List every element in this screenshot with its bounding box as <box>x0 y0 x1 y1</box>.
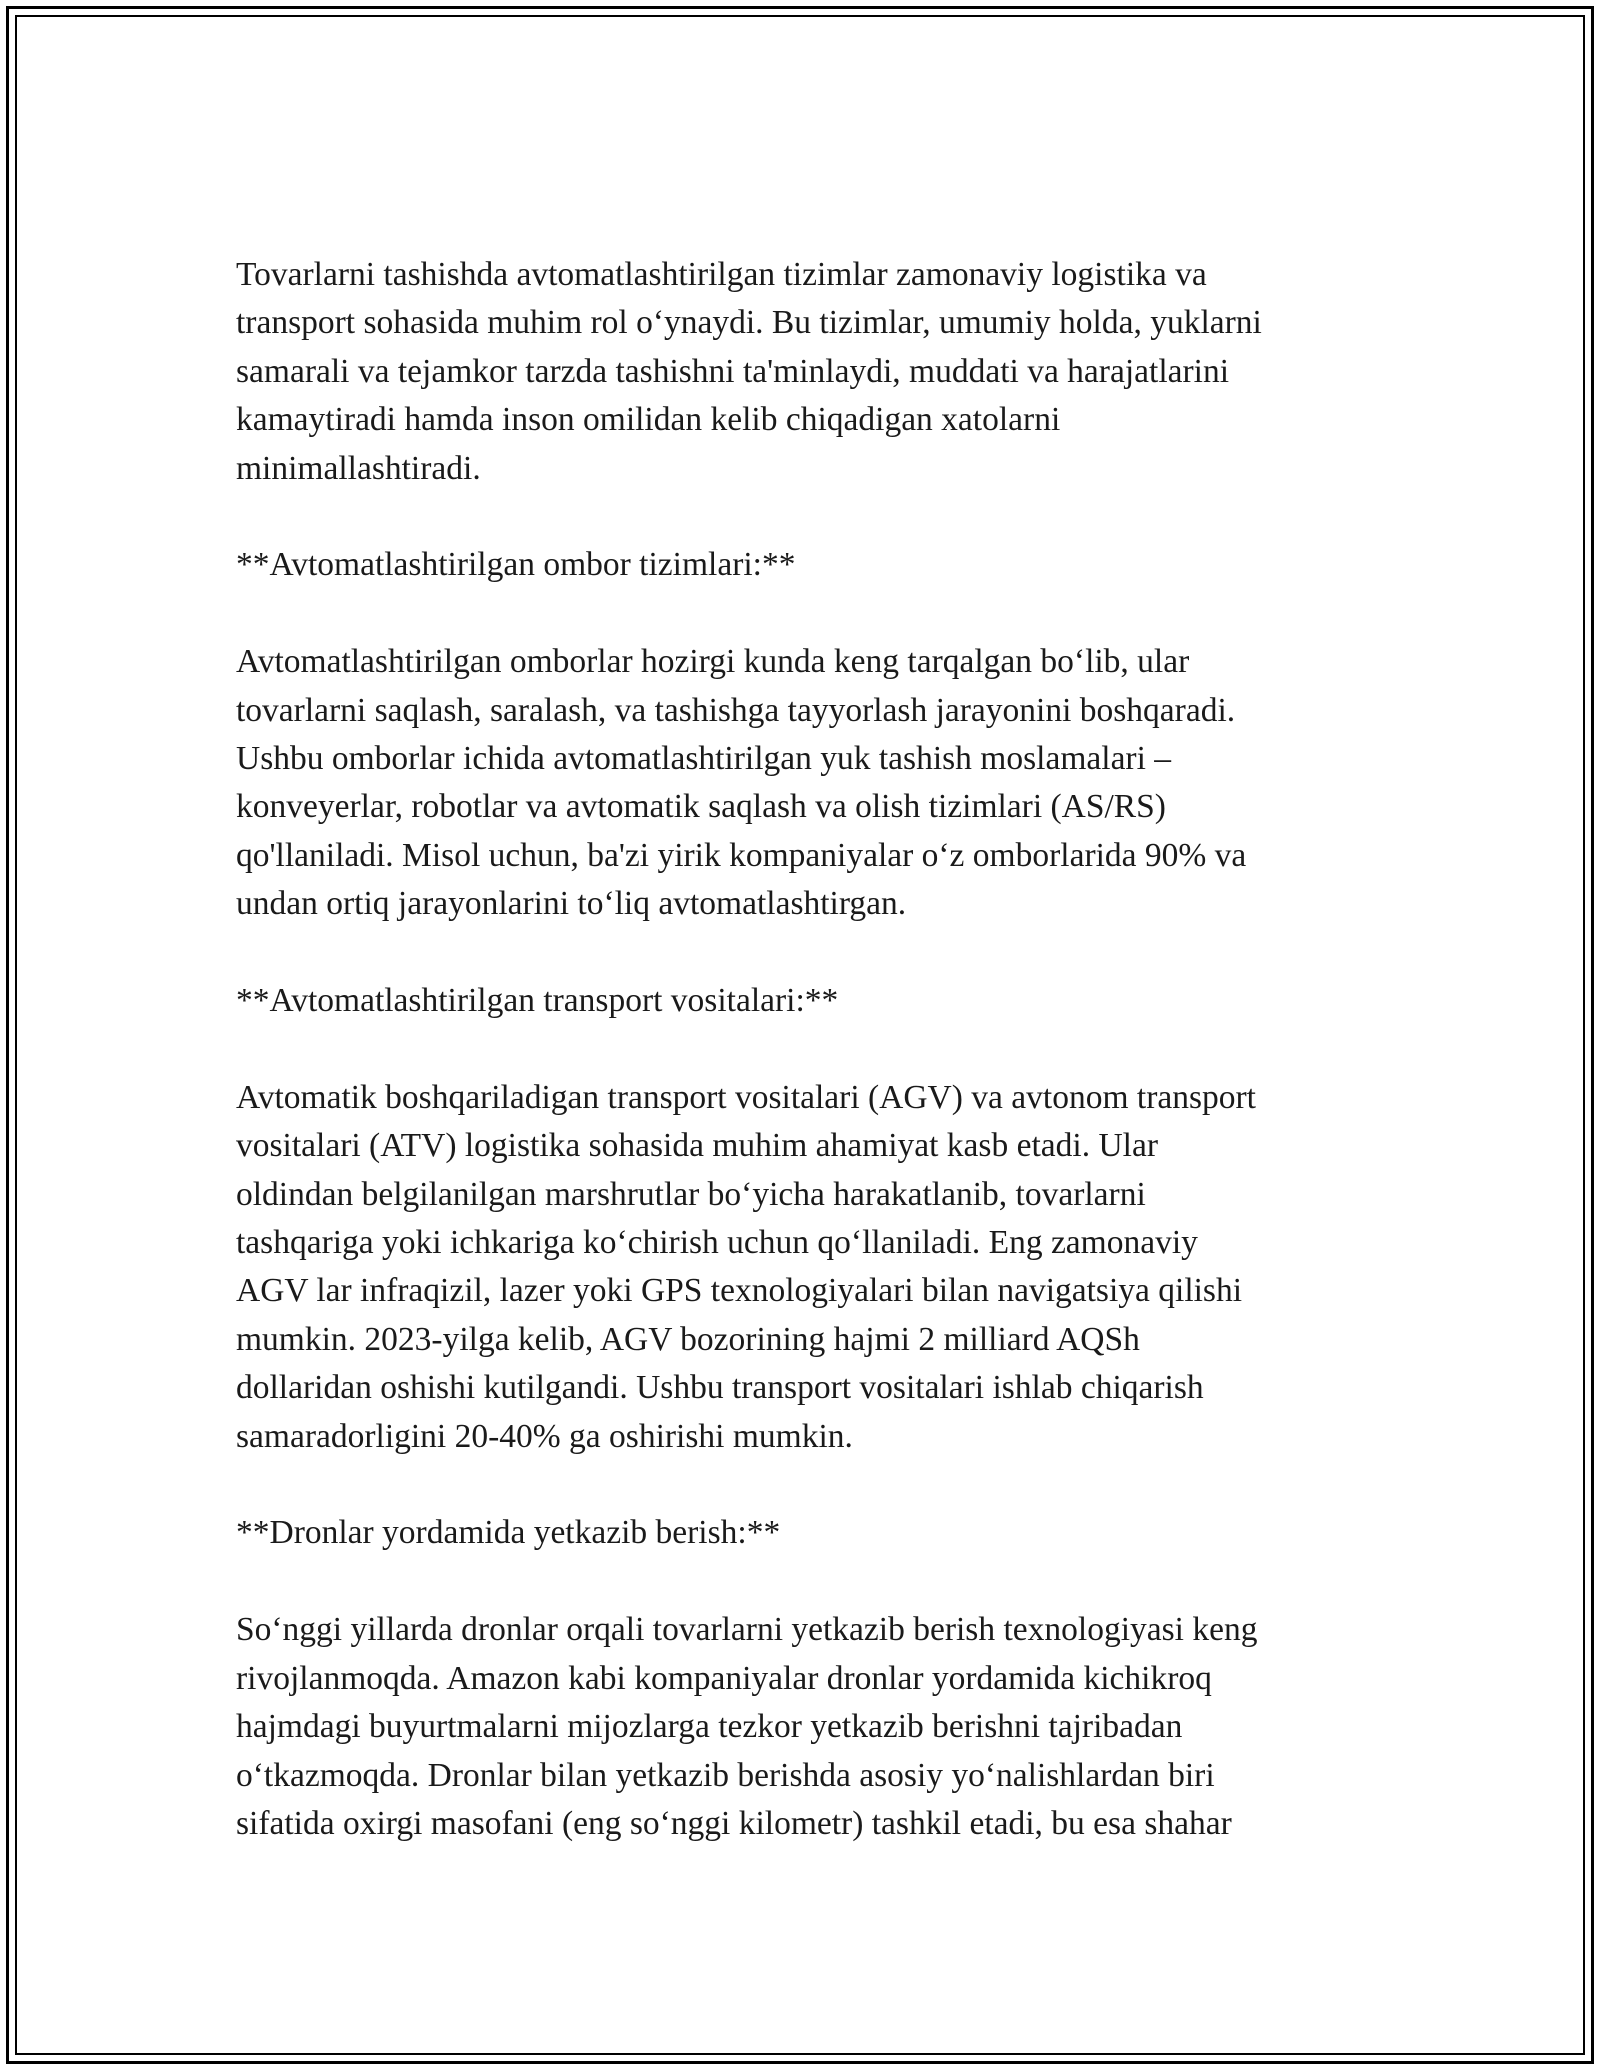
intro-paragraph: Tovarlarni tashishda avtomatlashtirilgan tizimlar zamonaviy logistika va transport sohasida muhim rol o‘ynaydi. Bu tizimlar, umumiy holda, yuklarni samarali va tejamkor tarzda tashishni ta'minlaydi, muddati va harajatlarini kamaytiradi hamda inson omilidan kelib chiqadigan xatolarni minimallashtiradi. <box>236 256 1262 487</box>
section-heading-transport-vehicles: **Avtomatlashtirilgan transport vositalari:** <box>236 982 839 1020</box>
section-heading-warehouse-systems: **Avtomatlashtirilgan ombor tizimlari:** <box>236 546 796 584</box>
document-body <box>236 251 1366 1848</box>
warehouse-systems-paragraph: Avtomatlashtirilgan omborlar hozirgi kunda keng tarqalgan bo‘lib, ular tovarlarni saqlash, saralash, va tashishga tayyorlash jarayonini boshqaradi. Ushbu omborlar ichida avtomatlashtirilgan yuk tashish moslamalari – konveyerlar, robotlar va avtomatik saqlash va olish tizimlari (AS/RS) qo'llaniladi. Misol uchun, ba'zi yirik kompaniyalar o‘z omborlarida 90% va undan ortiq jarayonlarini to‘liq avtomatlashtirgan. <box>236 643 1247 923</box>
section-heading-drone-delivery: **Dronlar yordamida yetkazib berish:** <box>236 1514 781 1552</box>
drone-delivery-paragraph: So‘nggi yillarda dronlar orqali tovarlarni yetkazib berish texnologiyasi keng rivojlanmoqda. Amazon kabi kompaniyalar dronlar yordamida kichikroq hajmdagi buyurtmalarni mijozlarga tezkor yetkazib berishni tajribadan o‘tkazmoqda. Dronlar bilan yetkazib berishda asosiy yo‘nalishlardan biri sifatida oxirgi masofani (eng so‘nggi kilometr) tashkil etadi, bu esa shahar <box>236 1611 1258 1842</box>
transport-vehicles-paragraph: Avtomatik boshqariladigan transport vositalari (AGV) va avtonom transport vositalari (ATV) logistika sohasida muhim ahamiyat kasb etadi. Ular oldindan belgilanilgan marshrutlar bo‘yicha harakatlanib, tovarlarni tashqariga yoki ichkariga ko‘chirish uchun qo‘llaniladi. Eng zamonaviy AGV lar infraqizil, lazer yoki GPS texnologiyalari bilan navigatsiya qilishi mumkin. 2023-yilga kelib, AGV bozorining hajmi 2 milliard AQSh dollaridan oshishi kutilgandi. Ushbu transport vositalari ishlab chiqarish samaradorligini 20-40% ga oshirishi mumkin. <box>236 1078 1256 1455</box>
